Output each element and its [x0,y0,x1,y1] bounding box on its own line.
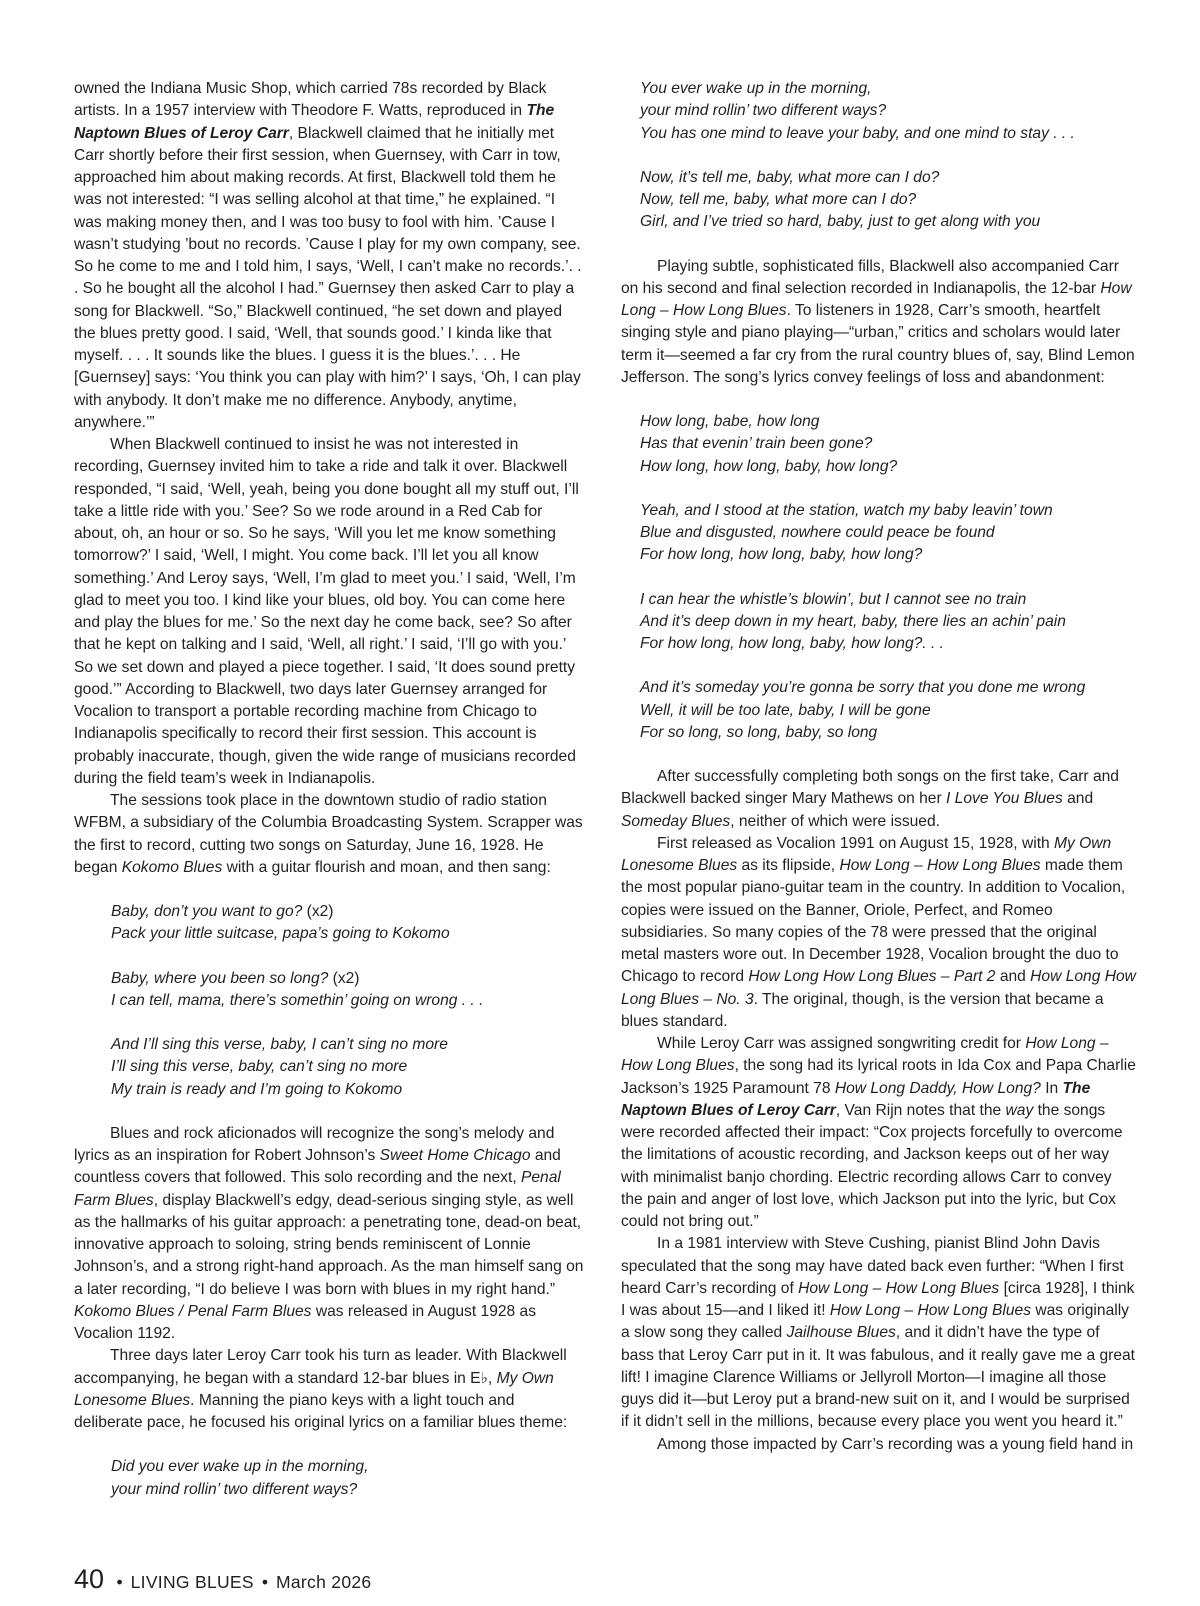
lyric-stanza [111,901,587,946]
lyric-line: Now, tell me, baby, what more can I do? [640,191,917,208]
lyric-line: I’ll sing this verse, baby, can’t sing no more [111,1058,408,1076]
song-title: My Own Lonesome Blues [621,834,1112,874]
lyric-line: Well, it will be too late, baby, I will be gone [640,701,931,719]
left-column [74,78,587,1501]
song-title: How Long How Long Blues – No. 3 [621,968,1136,1008]
paragraph: owned the Indiana Music Shop, which carried 78s recorded by Black artists. In a 1957 interview with Theodore F. Watts, reproduced in The Naptown Blues of Leroy Carr, Blackwell claimed that he initially met Carr shortly before their first session, when Guernsey, with Carr in tow, approached him about making records. At first, Blackwell told them he was not interested: “I was selling alcohol at that time,” he explained. “I was making money then, and I was too busy to fool with him. ’Cause I wasn’t studying ’bout no records. ’Cause I play for my own company, see. So he come to me and I told him, I says, ‘Well, I can’t make no records.’. . . So he bought all the alcohol I had.” Guernsey then asked Carr to play a song for Blackwell. “So,” Blackwell continued, “he set down and played the blues pretty good. I said, ‘Well, that sounds good.’ I kinda like that myself. . . . It sounds like the blues. I guess it is the blues.’. . . He [Guernsey] says: ‘You think you can play with him?’ I says, ‘Oh, I can play with anybody. It don’t make me no difference. Anybody, anytime, anywhere.’” [74,80,582,431]
lyric-line: Blue and disgusted, nowhere could peace be found [640,524,995,541]
song-title: How Long – How Long Blues [839,857,1041,874]
lyric-line: Yeah, and I stood at the station, watch my baby leavin’ town [640,501,1053,519]
lyric-stanza [640,589,1136,656]
page-footer [74,1564,371,1598]
lyric-line: For so long, so long, baby, so long [640,723,878,741]
paragraph: Blues and rock aficionados will recognize the song’s melody and lyrics as an inspiration for Robert Johnson’s Sweet Home Chicago and countless covers that followed. This solo recording and the next, Penal Farm Blues, display Blackwell’s edgy, dead-serious singing style, as well as the hallmarks of his guitar approach: a penetrating tone, dead-on beat, innovative approach to soloing, string bends reminiscent of Lonnie Johnson’s, and a strong right-hand approach. As the man himself sang on a later recording, “I do believe I was born with blues in my right hand.” Kokomo Blues / Penal Farm Blues was released in August 1928 as Vocalion 1192. [74,1124,584,1342]
lyric-line: Pack your little suitcase, papa’s going to Kokomo [111,925,450,943]
lyric-line: And it’s someday you’re gonna be sorry that you done me wrong [640,679,1086,697]
paragraph: While Leroy Carr was assigned songwriting credit for How Long – How Long Blues, the song had its lyrical roots in Ida Cox and Papa Charlie Jackson’s 1925 Paramount 78 How Long Daddy, How Long? In The Naptown Blues of Leroy Carr, Van Rijn notes that the way the songs were recorded affected their impact: “Cox projects forcefully to overcome the limitations of acoustic recording, and Jackson keeps out of her way with minimalist banjo chording. Electric recording allows Carr to convey the pain and anger of lost love, which Jackson put into the lyric, but Cox could not bring out.” [621,1035,1136,1230]
paragraph: Among those impacted by Carr’s recording was a young field hand in [657,1435,1134,1453]
song-title: Someday Blues [621,812,731,830]
lyric-line: Baby, where you been so long? (x2) [111,969,360,987]
lyric-line: You ever wake up in the morning, [640,80,872,97]
song-title: How Long How Long Blues – Part 2 [748,968,996,986]
footer-bullet: • [261,1572,269,1592]
paragraph: After successfully completing both songs on the first take, Carr and Blackwell backed singer Mary Mathews on her I Love You Blues and Someday Blues, neither of which were issued. [621,768,1119,830]
lyric-stanza [640,78,1136,145]
song-title: How Long – How Long Blues [798,1279,1000,1297]
paragraph: First released as Vocalion 1991 on August 15, 1928, with My Own Lonesome Blues as its flipside, How Long – How Long Blues made them the most popular piano-guitar team in the country. In addition to Vocalion, copies were issued on the Banner, Oriole, Perfect, and Romeo subsidiaries. So many copies of the 78 were pressed that the original metal masters wore out. In December 1928, Vocalion brought the duo to Chicago to record How Long How Long Blues – Part 2 and How Long How Long Blues – No. 3. The original, though, is the version that became a blues standard. [621,834,1136,1030]
lyric-line: I can hear the whistle’s blowin’, but I cannot see no train [640,590,1027,608]
song-title: Kokomo Blues / Penal Farm Blues [74,1302,312,1320]
song-title: How Long – How Long Blues [621,1035,1109,1075]
lyric-stanza [640,167,1136,234]
song-title: How Long – How Long Blues [621,279,1132,319]
issue-date: March 2026 [276,1572,372,1592]
song-title: How Long Daddy, How Long? [834,1079,1041,1097]
lyric-line: Did you ever wake up in the morning, [111,1458,369,1476]
footer-bullet: • [116,1572,123,1592]
lyric-line: Girl, and I’ve tried so hard, baby, just to get along with you [640,213,1041,231]
song-title: Kokomo Blues [121,858,223,876]
magazine-name: LIVING BLUES [130,1572,254,1592]
song-title: How Long – How Long Blues [829,1302,1032,1319]
lyric-line: For how long, how long, baby, how long? [640,546,923,564]
paragraph: Playing subtle, sophisticated fills, Blackwell also accompanied Carr on his second and final selection recorded in Indianapolis, the 12-bar How Long – How Long Blues. To listeners in 1928, Carr’s smooth, heartfelt singing style and piano playing—“urban,” critics and scholars would later term it—seemed a far cry from the rural country blues of, say, Blind Lemon Jefferson. The song’s lyrics convey feelings of loss and abandonment: [621,257,1135,386]
lyric-line: My train is ready and I’m going to Kokomo [111,1080,403,1098]
lyric-line: And I’ll sing this verse, baby, I can’t sing no more [111,1036,448,1053]
lyric-line: your mind rollin’ two different ways? [111,1480,358,1498]
lyric-line: And it’s deep down in my heart, baby, there lies an achin’ pain [640,612,1066,630]
song-title: Jailhouse Blues [786,1324,896,1342]
lyric-stanza [111,968,587,1013]
paragraph: Three days later Leroy Carr took his turn as leader. With Blackwell accompanying, he began with a standard 12-bar blues in E♭, My Own Lonesome Blues. Manning the piano keys with a light touch and deliberate pace, he focused his original lyrics on a familiar blues theme: [74,1347,568,1431]
lyric-stanza [640,500,1136,567]
lyric-line: I can tell, mama, there’s somethin’ going on wrong . . . [111,991,484,1009]
lyric-stanza [640,411,1136,478]
lyric-line: How long, how long, baby, how long? [640,457,898,475]
song-title: My Own Lonesome Blues [74,1369,554,1409]
lyric-stanza [640,677,1136,744]
lyric-line: Has that evenin’ train been gone? [640,435,873,453]
right-column [621,78,1136,1456]
emphasis: way [1005,1101,1034,1119]
song-title: Sweet Home Chicago [379,1147,531,1164]
paragraph: The sessions took place in the downtown studio of radio station WFBM, a subsidiary of the Columbia Broadcasting System. Scrapper was the first to record, cutting two songs on Saturday, June 16, 1928. He began Kokomo Blues with a guitar flourish and moan, and then sang: [74,792,583,876]
song-title: Penal Farm Blues [74,1169,561,1209]
page-number: 40 [74,1564,105,1594]
book-title: The Naptown Blues of Leroy Carr [74,102,555,142]
lyric-stanza [111,1034,587,1101]
paragraph: When Blackwell continued to insist he was not interested in recording, Guernsey invited him to take a ride and talk it over. Blackwell responded, “I said, ‘Well, yeah, being you done bought all my stuff out, I’ll take a little ride with you.’ See? So we rode around in a Red Cab for about, oh, an hour or so. So he says, ‘Will you let me know something tomorrow?’ I said, ‘Well, I might. You come back. I’ll let you all know something.’ And Leroy says, ‘Well, I’m glad to meet you.’ I said, ‘Well, I’m glad to meet you too. I kind like your blues, old boy. You can come here and play the blues for me.’ So the next day he come back, see? So after that he kept on talking and I said, ‘Well, all right.’ I said, ‘I’ll go with you.’ So we set down and played a piece together. I said, ‘It does sound pretty good.’” According to Blackwell, two days later Guernsey arranged for Vocalion to transport a portable recording machine from Chicago to Indianapolis specifically to record their first session. This account is probably inaccurate, though, given the wide range of musicians recorded during the field team’s week in Indianapolis. [74,436,579,787]
lyric-line: How long, babe, how long [640,413,820,430]
lyric-line: You has one mind to leave your baby, and one mind to stay . . . [640,124,1075,142]
lyric-line: Baby, don’t you want to go? (x2) [111,903,334,920]
song-title: I Love You Blues [946,790,1063,808]
paragraph: In a 1981 interview with Steve Cushing, pianist Blind John Davis speculated that the song may have dated back even further: “When I first heard Carr’s recording of How Long – How Long Blues [circa 1928], I think I was about 15—and I liked it! How Long – How Long Blues was originally a slow song they called Jailhouse Blues, and it didn’t have the type of bass that Leroy Carr put in it. It was fabulous, and it really gave me a great lift! I imagine Clarence Williams or Jellyroll Morton—I imagine all those guys did it—but Leroy put a brand-new suit on it, and I would be surprised if it didn’t sell in the millions, because every place you went you heard it.” [621,1235,1135,1431]
lyric-line: Now, it’s tell me, baby, what more can I do? [640,168,940,186]
book-title: The Naptown Blues of Leroy Carr [621,1079,1091,1119]
lyric-line: your mind rollin’ two different ways? [640,102,887,120]
lyric-line: For how long, how long, baby, how long?. . . [640,635,944,652]
lyric-stanza [111,1456,587,1501]
